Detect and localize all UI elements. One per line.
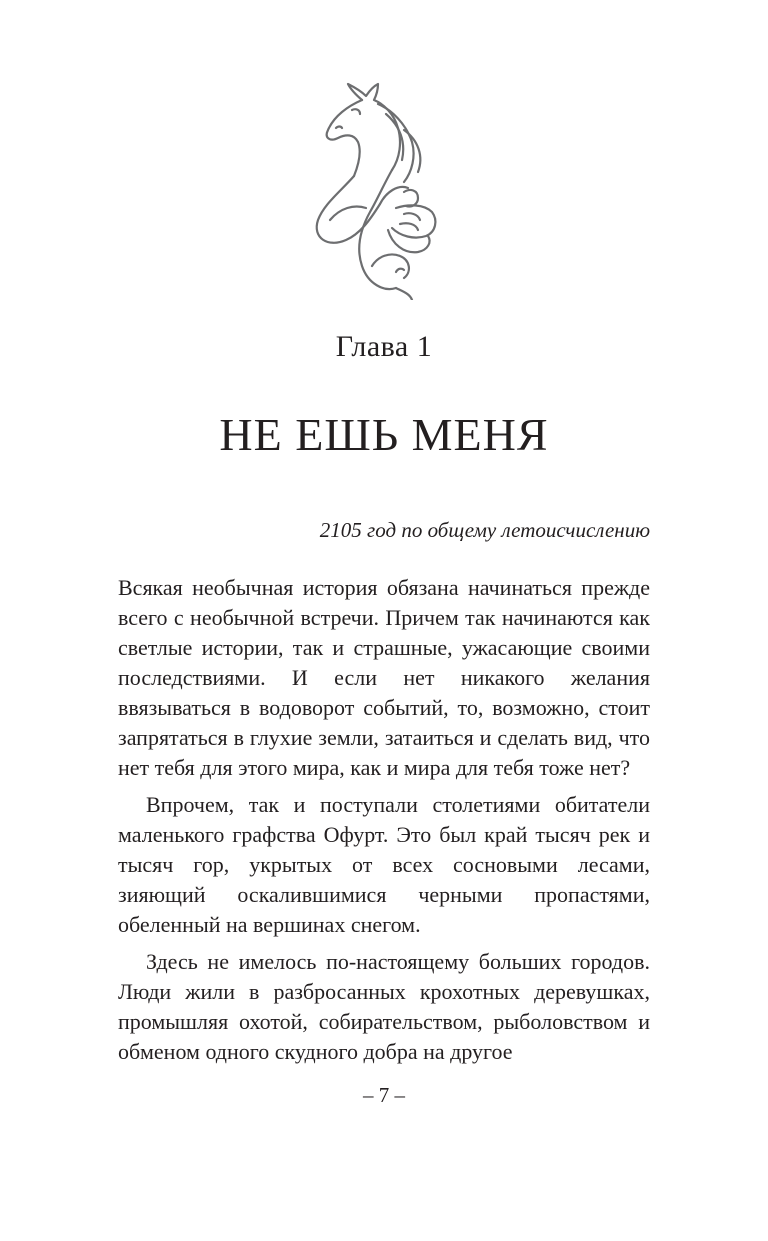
paragraph: Всякая необычная история обязана начинаться прежде всего с необычной встречи. Причем так начинаются как светлые истории, так и страшные, ужасающие своими последствиями. И если нет никакого желания ввязываться в водоворот событий, то, возможно, стоит запрятаться в глухие земли, затаиться и сделать вид, что нет тебя для этого мира, как и мира для тебя тоже нет? bbox=[118, 575, 650, 780]
body-text bbox=[118, 573, 650, 1067]
chapter-label: Глава 1 bbox=[335, 330, 433, 363]
chapter-title: НЕ ЕШЬ МЕНЯ bbox=[219, 409, 549, 460]
horse-hand-ornament-icon bbox=[300, 80, 460, 300]
chapter-epigraph: 2105 год по общему летоисчислению bbox=[319, 518, 650, 542]
page-number: – 7 – bbox=[363, 1083, 405, 1107]
paragraph: Впрочем, так и поступали столетиями обитатели маленького графства Офурт. Это был край тысяч рек и тысяч гор, укрытых от всех сосновыми лесами, зияющий оскалившимися черными пропастями, обеленный на вершинах снегом. bbox=[118, 792, 650, 937]
paragraph: Здесь не имелось по-настоящему больших городов. Люди жили в разбросанных крохотных деревушках, промышляя охотой, собирательством, рыболовством и обменом одного скудного добра на другое bbox=[118, 949, 650, 1064]
